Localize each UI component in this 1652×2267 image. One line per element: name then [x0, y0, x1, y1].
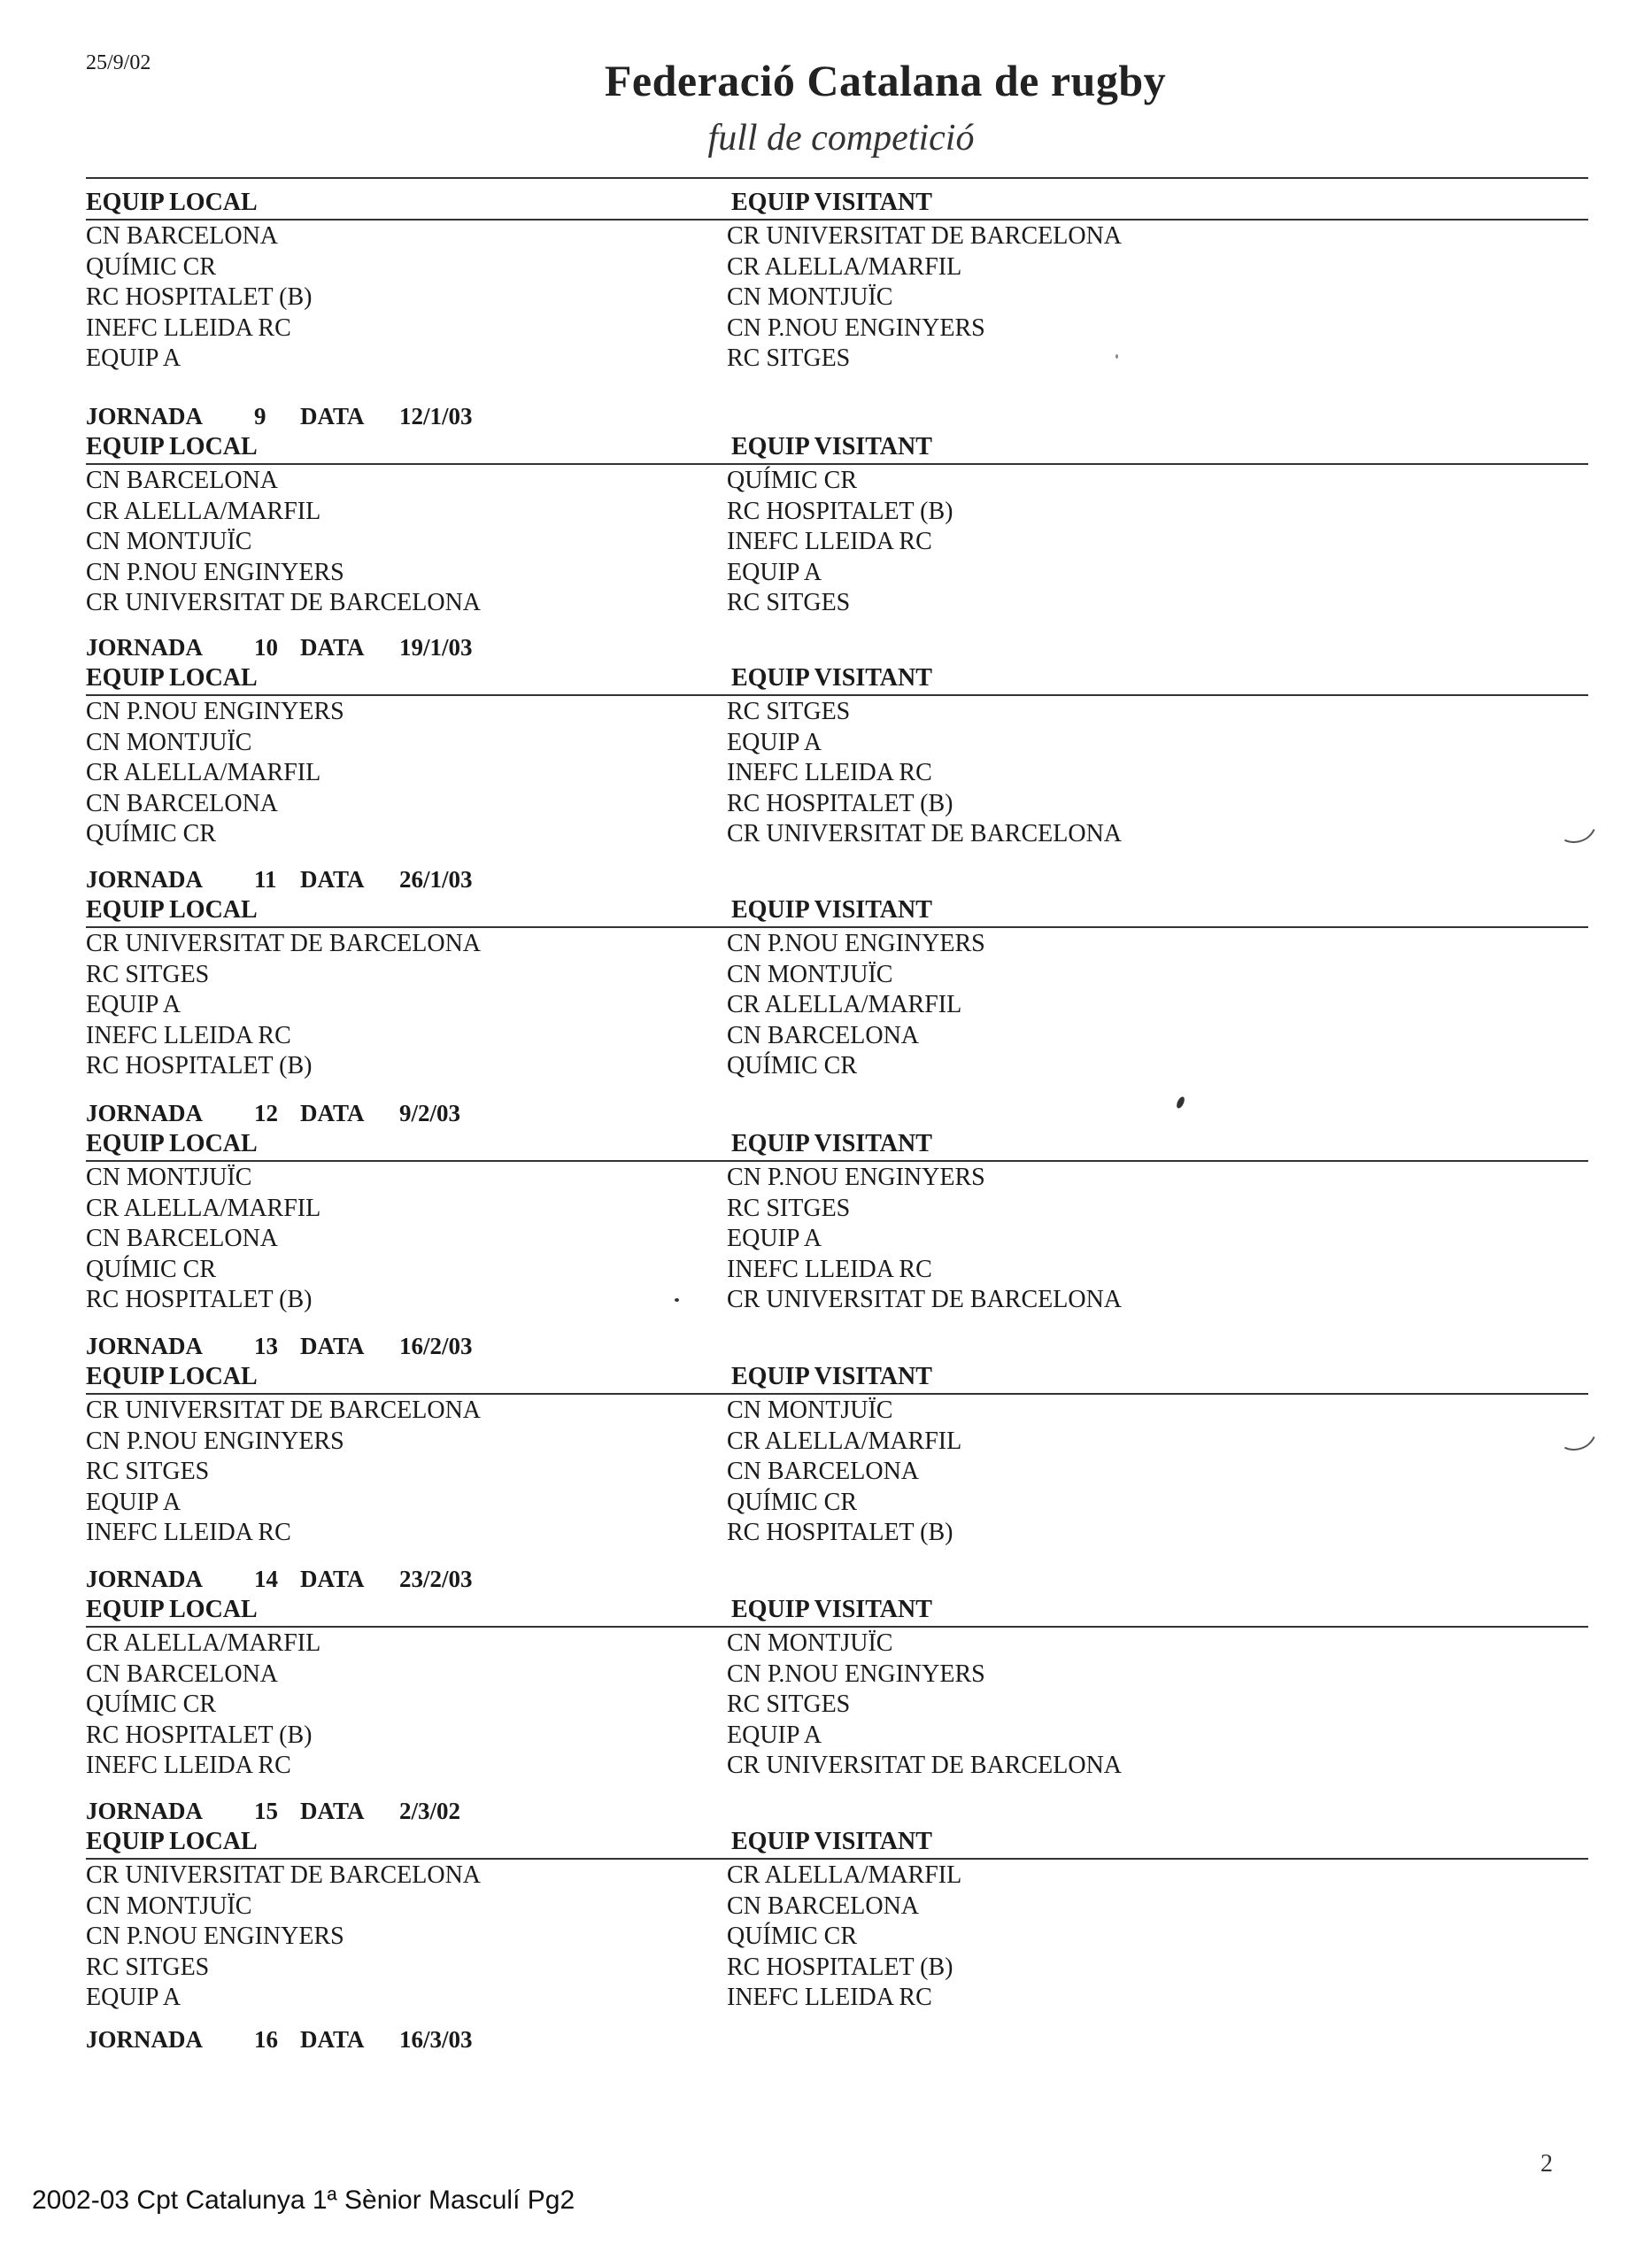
match-row: [86, 1426, 1588, 1457]
away-team: CN BARCELONA: [727, 1458, 920, 1486]
away-team: CN MONTJUÏC: [727, 283, 893, 312]
match-row: [86, 959, 1588, 990]
round-section: [86, 1798, 1588, 2013]
away-team: CN MONTJUÏC: [727, 960, 893, 988]
home-team: QUÍMIC CR: [86, 1691, 217, 1719]
home-team: CN P.NOU ENGINYERS: [86, 558, 344, 586]
away-team: CN P.NOU ENGINYERS: [727, 1660, 985, 1688]
jornada-number: 11: [254, 866, 277, 893]
home-team: RC HOSPITALET (B): [86, 283, 313, 312]
away-team: RC SITGES: [727, 1194, 851, 1222]
home-team: CN P.NOU ENGINYERS: [86, 698, 344, 725]
away-team: EQUIP A: [727, 558, 822, 586]
equip-local-header: EQUIP LOCAL: [86, 664, 258, 692]
jornada-line: [86, 634, 1588, 664]
round-section: [86, 403, 1588, 618]
away-team: CN MONTJUÏC: [727, 1629, 893, 1657]
data-label: DATA: [300, 1798, 365, 1824]
round-section: [86, 866, 1588, 1081]
home-team: RC SITGES: [86, 1458, 210, 1486]
away-team: CN P.NOU ENGINYERS: [727, 313, 985, 342]
jornada-date: 16/2/03: [399, 1333, 473, 1359]
jornada-number: 12: [254, 1100, 278, 1126]
home-team: EQUIP A: [86, 1984, 181, 2012]
match-list: [86, 221, 1588, 374]
column-header-row: [86, 1828, 1588, 1860]
match-row: [86, 1720, 1588, 1751]
home-team: CR UNIVERSITAT DE BARCELONA: [86, 589, 482, 617]
home-team: EQUIP A: [86, 991, 181, 1019]
match-row: [86, 1162, 1588, 1193]
match-row: [86, 1020, 1588, 1051]
home-team: CR ALELLA/MARFIL: [86, 1629, 321, 1657]
top-rule: [86, 177, 1588, 179]
match-list: [86, 1860, 1588, 2013]
match-list: [86, 1162, 1588, 1315]
match-row: [86, 1689, 1588, 1720]
jornada-date: 12/1/03: [399, 403, 473, 429]
home-team: RC HOSPITALET (B): [86, 1286, 313, 1314]
match-row: [86, 1487, 1588, 1518]
round-section: [86, 634, 1588, 849]
match-row: [86, 1659, 1588, 1690]
round-section: [86, 1333, 1588, 1548]
data-label: DATA: [300, 2026, 365, 2053]
jornada-line: [86, 2026, 1588, 2056]
home-team: CR UNIVERSITAT DE BARCELONA: [86, 1397, 482, 1424]
data-label: DATA: [300, 1100, 365, 1126]
home-team: QUÍMIC CR: [86, 820, 217, 848]
match-row: [86, 587, 1588, 618]
home-team: RC SITGES: [86, 1953, 210, 1981]
match-list: [86, 1628, 1588, 1781]
match-row: [86, 757, 1588, 788]
page-number: 2: [1540, 2150, 1553, 2178]
home-team: QUÍMIC CR: [86, 252, 217, 281]
match-row: [86, 818, 1588, 849]
match-row: [86, 788, 1588, 819]
away-team: CR UNIVERSITAT DE BARCELONA: [727, 1286, 1123, 1314]
match-row: [86, 696, 1588, 727]
away-team: RC SITGES: [727, 344, 851, 373]
away-team: CR UNIVERSITAT DE BARCELONA: [727, 1752, 1123, 1780]
match-list: [86, 1395, 1588, 1548]
equip-visitant-header: EQUIP VISITANT: [731, 664, 932, 692]
match-row: [86, 1193, 1588, 1224]
away-team: CR ALELLA/MARFIL: [727, 1861, 962, 1889]
home-team: CR UNIVERSITAT DE BARCELONA: [86, 1861, 482, 1889]
jornada-date: 2/3/02: [399, 1798, 461, 1824]
equip-visitant-header: EQUIP VISITANT: [731, 433, 932, 460]
jornada-label: JORNADA: [86, 1566, 203, 1592]
home-team: INEFC LLEIDA RC: [86, 1752, 291, 1780]
match-row: [86, 1284, 1588, 1315]
jornada-date: 19/1/03: [399, 634, 473, 661]
match-row: [86, 989, 1588, 1020]
away-team: EQUIP A: [727, 728, 822, 756]
away-team: CR ALELLA/MARFIL: [727, 252, 962, 281]
equip-visitant-header: EQUIP VISITANT: [731, 1596, 932, 1623]
jornada-number: 15: [254, 1798, 278, 1824]
match-row: [86, 1395, 1588, 1426]
away-team: RC HOSPITALET (B): [727, 497, 953, 525]
away-team: INEFC LLEIDA RC: [727, 1984, 932, 2012]
ink-speck: [675, 1298, 679, 1302]
home-team: INEFC LLEIDA RC: [86, 1021, 291, 1049]
away-team: INEFC LLEIDA RC: [727, 1255, 932, 1283]
match-list: [86, 696, 1588, 849]
equip-local-header: EQUIP LOCAL: [86, 1130, 258, 1157]
match-row: [86, 727, 1588, 758]
match-row: [86, 1750, 1588, 1781]
away-team: CR UNIVERSITAT DE BARCELONA: [727, 222, 1123, 250]
match-row: [86, 1456, 1588, 1487]
round-section: [86, 1566, 1588, 1781]
equip-visitant-header: EQUIP VISITANT: [731, 1363, 932, 1390]
equip-local-header: EQUIP LOCAL: [86, 1363, 258, 1390]
away-team: CR ALELLA/MARFIL: [727, 1427, 962, 1455]
match-list: [86, 928, 1588, 1081]
home-team: EQUIP A: [86, 344, 181, 373]
match-row: [86, 251, 1588, 282]
match-row: [86, 1517, 1588, 1548]
jornada-label: JORNADA: [86, 866, 203, 893]
home-team: CN MONTJUÏC: [86, 1164, 252, 1191]
jornada-number: 14: [254, 1566, 278, 1592]
column-header-row: [86, 1130, 1588, 1162]
ink-speck: [1115, 354, 1118, 359]
away-team: QUÍMIC CR: [727, 1052, 858, 1080]
match-row: [86, 557, 1588, 588]
away-team: INEFC LLEIDA RC: [727, 759, 932, 787]
away-team: QUÍMIC CR: [727, 1488, 858, 1516]
away-team: QUÍMIC CR: [727, 467, 858, 494]
date-stamp: 25/9/02: [86, 51, 151, 74]
document-title: Federació Catalana de rugby: [604, 56, 1167, 105]
jornada-number: 9: [254, 403, 266, 429]
home-team: RC HOSPITALET (B): [86, 1052, 313, 1080]
jornada-line: [86, 1566, 1588, 1596]
equip-local-header: EQUIP LOCAL: [86, 433, 258, 460]
jornada-date: 9/2/03: [399, 1100, 461, 1126]
match-row: [86, 465, 1588, 496]
match-row: [86, 1223, 1588, 1254]
jornada-line: [86, 866, 1588, 896]
data-label: DATA: [300, 403, 365, 429]
home-team: CN P.NOU ENGINYERS: [86, 1923, 344, 1951]
match-row: [86, 282, 1588, 313]
jornada-label: JORNADA: [86, 2026, 203, 2053]
jornada-label: JORNADA: [86, 1333, 203, 1359]
jornada-number: 13: [254, 1333, 278, 1359]
home-team: CN BARCELONA: [86, 467, 279, 494]
away-team: CR ALELLA/MARFIL: [727, 991, 962, 1019]
match-list: [86, 465, 1588, 618]
jornada-label: JORNADA: [86, 403, 203, 429]
jornada-label: JORNADA: [86, 1798, 203, 1824]
away-team: QUÍMIC CR: [727, 1923, 858, 1951]
home-team: EQUIP A: [86, 1488, 181, 1516]
match-row: [86, 221, 1588, 251]
home-team: INEFC LLEIDA RC: [86, 1519, 291, 1547]
jornada-number: 16: [254, 2026, 278, 2053]
jornada-number: 10: [254, 634, 278, 661]
away-team: CN P.NOU ENGINYERS: [727, 930, 985, 957]
match-row: [86, 496, 1588, 527]
home-team: CN P.NOU ENGINYERS: [86, 1427, 344, 1455]
home-team: CN MONTJUÏC: [86, 1892, 252, 1920]
away-team: CN MONTJUÏC: [727, 1397, 893, 1424]
match-row: [86, 1050, 1588, 1081]
home-team: QUÍMIC CR: [86, 1255, 217, 1283]
home-team: CN MONTJUÏC: [86, 728, 252, 756]
column-header-row: [86, 896, 1588, 928]
equip-local-header: EQUIP LOCAL: [86, 1596, 258, 1623]
away-team: CN BARCELONA: [727, 1021, 920, 1049]
jornada-date: 23/2/03: [399, 1566, 473, 1592]
away-team: CN BARCELONA: [727, 1892, 920, 1920]
column-header-row: [86, 433, 1588, 465]
home-team: CN BARCELONA: [86, 222, 279, 250]
column-header-row: [86, 1596, 1588, 1628]
home-team: CN BARCELONA: [86, 1225, 279, 1253]
match-row: [86, 1982, 1588, 2013]
match-row: [86, 343, 1588, 374]
away-team: EQUIP A: [727, 1721, 822, 1749]
home-team: CR ALELLA/MARFIL: [86, 497, 321, 525]
match-row: [86, 1891, 1588, 1922]
match-row: [86, 526, 1588, 557]
equip-visitant-header: EQUIP VISITANT: [731, 896, 932, 924]
jornada-line: [86, 1333, 1588, 1363]
final-round-section: [86, 2026, 1588, 2056]
column-header-row: [86, 189, 1588, 221]
match-row: [86, 1254, 1588, 1285]
home-team: CR ALELLA/MARFIL: [86, 1194, 321, 1222]
away-team: CR UNIVERSITAT DE BARCELONA: [727, 820, 1123, 848]
jornada-line: [86, 1100, 1588, 1130]
away-team: RC HOSPITALET (B): [727, 789, 953, 817]
equip-local-header: EQUIP LOCAL: [86, 896, 258, 924]
equip-visitant-header: EQUIP VISITANT: [731, 1828, 932, 1855]
match-row: [86, 313, 1588, 344]
away-team: RC HOSPITALET (B): [727, 1519, 953, 1547]
match-row: [86, 928, 1588, 959]
jornada-label: JORNADA: [86, 1100, 203, 1126]
equip-visitant-header: EQUIP VISITANT: [731, 1130, 932, 1157]
home-team: INEFC LLEIDA RC: [86, 313, 291, 342]
column-header-row: [86, 664, 1588, 696]
away-team: RC SITGES: [727, 1691, 851, 1719]
data-label: DATA: [300, 1566, 365, 1592]
away-team: INEFC LLEIDA RC: [727, 528, 932, 556]
equip-visitant-header: EQUIP VISITANT: [731, 189, 932, 216]
away-team: CN P.NOU ENGINYERS: [727, 1164, 985, 1191]
jornada-label: JORNADA: [86, 634, 203, 661]
jornada-line: [86, 1798, 1588, 1828]
round-section: [86, 189, 1588, 374]
data-label: DATA: [300, 1333, 365, 1359]
away-team: RC SITGES: [727, 698, 851, 725]
home-team: CN BARCELONA: [86, 789, 279, 817]
home-team: CR UNIVERSITAT DE BARCELONA: [86, 930, 482, 957]
home-team: CN MONTJUÏC: [86, 528, 252, 556]
home-team: RC HOSPITALET (B): [86, 1721, 313, 1749]
data-label: DATA: [300, 634, 365, 661]
home-team: RC SITGES: [86, 960, 210, 988]
home-team: CR ALELLA/MARFIL: [86, 759, 321, 787]
away-team: EQUIP A: [727, 1225, 822, 1253]
match-row: [86, 1628, 1588, 1659]
jornada-date: 16/3/03: [399, 2026, 473, 2053]
away-team: RC SITGES: [727, 589, 851, 617]
jornada-date: 26/1/03: [399, 866, 473, 893]
home-team: CN BARCELONA: [86, 1660, 279, 1688]
equip-local-header: EQUIP LOCAL: [86, 189, 258, 216]
round-section: [86, 1100, 1588, 1315]
match-row: [86, 1860, 1588, 1891]
away-team: RC HOSPITALET (B): [727, 1953, 953, 1981]
jornada-line: [86, 403, 1588, 433]
match-row: [86, 1921, 1588, 1952]
document-subtitle: full de competició: [707, 118, 975, 159]
footer-caption: 2002-03 Cpt Catalunya 1ª Sènior Masculí Pg2: [32, 2186, 575, 2215]
equip-local-header: EQUIP LOCAL: [86, 1828, 258, 1855]
data-label: DATA: [300, 866, 365, 893]
match-row: [86, 1952, 1588, 1983]
column-header-row: [86, 1363, 1588, 1395]
